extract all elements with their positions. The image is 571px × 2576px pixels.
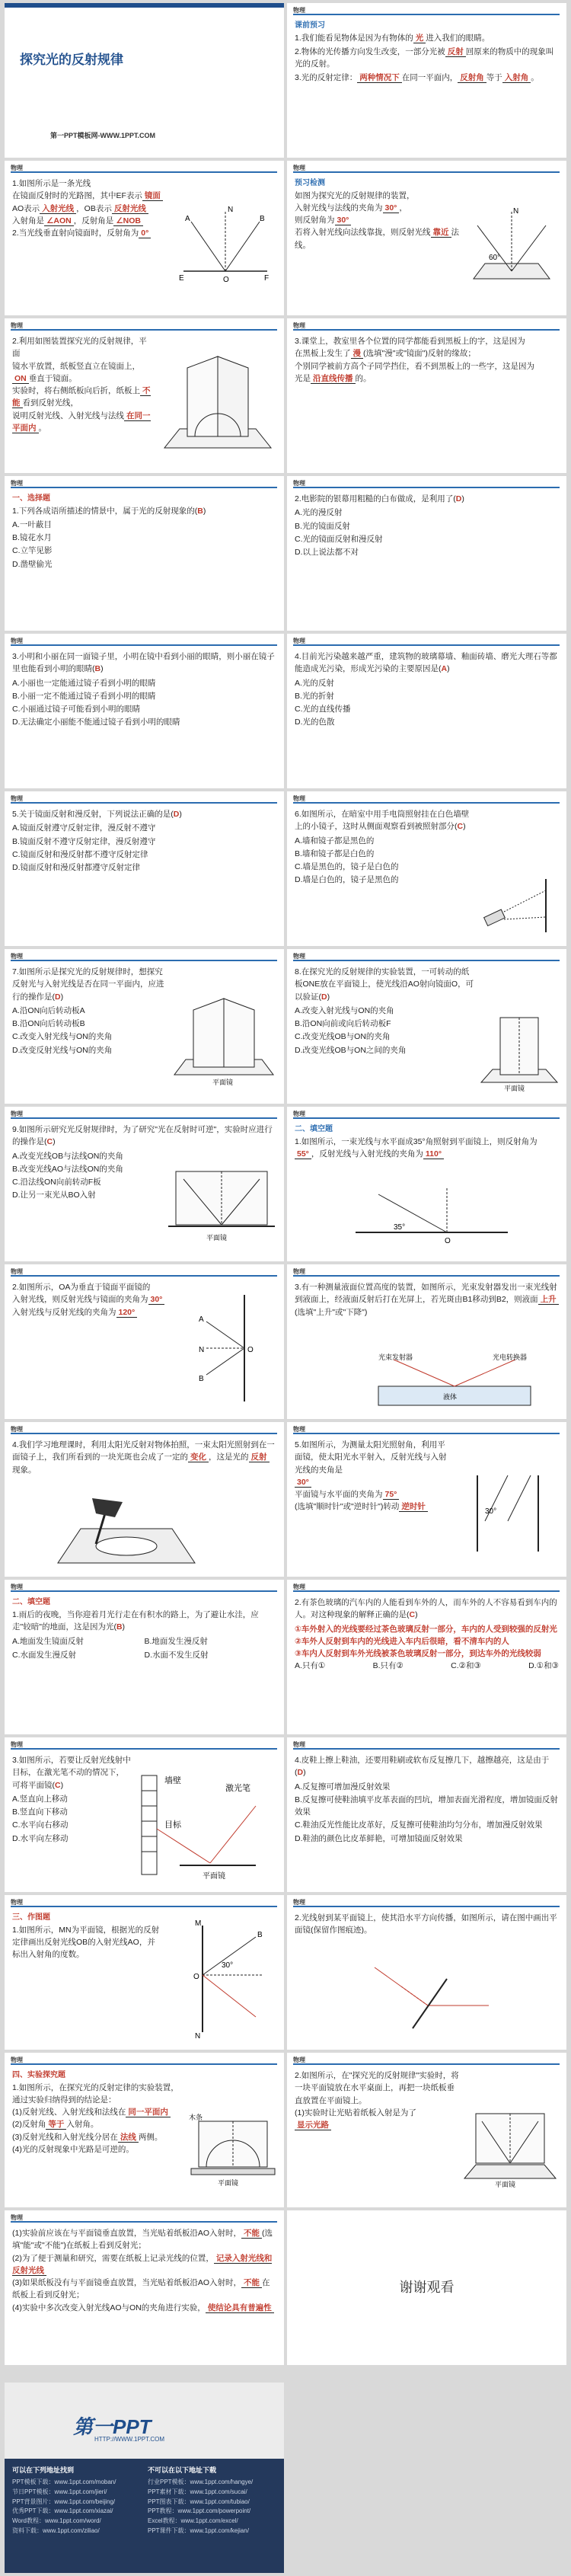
question: 2.有茶色玻璃的汽车内的人能看到车外的人，而车外的人不容易看到车内的人。对这种现象的解释正确的是(C) xyxy=(295,1598,557,1620)
label-b: B xyxy=(257,1931,263,1939)
section-label: 一、选择题 xyxy=(12,494,50,503)
option-d: D.改变光线OB与ON之间的夹角 xyxy=(295,1045,407,1055)
option-b: B.反复擦可使鞋油填平皮革表面的凹坑，增加表面光滑程度，增加镜面反射效果 xyxy=(295,1795,558,1817)
slide-preview xyxy=(287,3,566,158)
slide-q3-blackboard xyxy=(287,318,566,473)
mirror-label: 平面镜 xyxy=(495,2181,516,2188)
slide-fill-6 xyxy=(5,1580,284,1734)
target-label: 目标 xyxy=(164,1820,181,1830)
option-b: B.镜花水月 xyxy=(12,533,52,543)
slide-watermark: 物理 xyxy=(293,795,305,802)
slide-watermark: 物理 xyxy=(11,1426,23,1433)
text-line: 入射角是 ∠AON ，反射角是 ∠NOB xyxy=(12,215,170,227)
mirror-label: 平面镜 xyxy=(203,1872,225,1881)
text-line: 平面镜与水平面的夹角为 75° xyxy=(295,1488,452,1501)
text-line: 1.我们能看见物体是因为有物体的 光 进入我们的眼睛。 xyxy=(295,33,490,43)
option-d: D.光的色散 xyxy=(295,718,335,727)
slide-grid xyxy=(5,3,566,2365)
text-line: 2.当光线垂直射向镜面时，反射角为 0° xyxy=(12,227,170,239)
question: 1.下列各成语所描述的情景中，属于光的反射现象的(B) xyxy=(12,506,206,516)
page-title: 探究光的反射规律 xyxy=(20,53,123,67)
footer-link[interactable]: PPT图表下载：www.1ppt.com/tubiao/ xyxy=(148,2498,250,2505)
label-o: O xyxy=(247,1346,254,1354)
slide-watermark: 物理 xyxy=(293,1741,305,1748)
text-line: 3.课堂上，教室里各个位置的同学都能看到黑板上的字，这是因为 xyxy=(295,337,525,346)
slide-choice-3 xyxy=(5,634,284,788)
option-d: D.以上说法都不对 xyxy=(295,548,359,558)
option-d: D.鞋油的颜色比皮革鲜艳，可增加镜面反射效果 xyxy=(295,1833,463,1843)
angle-35-diagram xyxy=(348,1179,515,1248)
text-line: (4)实验中多次改变入射光线AO与ON的夹角进行实验， 使结论具有普遍性 xyxy=(12,2302,276,2314)
text-line: 3.光的反射定律： 两种情况下 在同一平面内， 反射角 等于 入射角 。 xyxy=(295,73,539,83)
slide-watermark: 物理 xyxy=(11,322,23,329)
label-n: N xyxy=(513,207,519,216)
label-b: B xyxy=(199,1375,204,1383)
question: 2.电影院的银幕用粗糙的白布做成，是利用了(D) xyxy=(295,494,464,503)
angle-label: 30° xyxy=(222,1961,234,1970)
option-b: B.改变光线AO与法线ON的夹角 xyxy=(12,1164,123,1174)
option-d: D.水面不发生反射 xyxy=(144,1651,209,1660)
option-c: C.沿法线ON向前转动F板 xyxy=(12,1178,101,1187)
text-line: 在黑板上发生了 漫 (选填"漫"或"镜面")反射的缘故； xyxy=(295,349,476,359)
option-b: B.镜面反射不遵守反射定律，漫反射遵守 xyxy=(12,836,156,846)
slide-choice-1 xyxy=(5,476,284,631)
question: 9.如图所示研究光反射规律时，为了研究"光在反射时可逆"，实验时应进行的操作是(C) xyxy=(12,1125,273,1147)
option-c: C.墙是黑色的，镜子是白色的 xyxy=(295,862,399,872)
label-n: N xyxy=(228,206,234,214)
slide-experiment-2 xyxy=(287,2053,566,2207)
option-a: A.改变入射光线与ON的夹角 xyxy=(295,1005,394,1015)
option-b: B.竖直向下移动 xyxy=(12,1807,68,1817)
option-c: C.小丽通过镜子可能看到小明的眼睛 xyxy=(12,705,140,714)
question: 1.如图所示，在探究光的反射定律的实验装置，通过实验归纳得到的结论是： xyxy=(12,2082,179,2105)
statement-3: ③车内人反射到车外光线被茶色玻璃反射一部分，到达车外的光线较弱 xyxy=(295,1649,541,1659)
section-label: 四、实验探究题 xyxy=(12,2071,65,2079)
beam-label: 光束发射器 xyxy=(378,1354,413,1361)
text-line: (1)反射光线、入射光线和法线在 同一平面内 xyxy=(12,2106,185,2118)
slide-watermark: 物理 xyxy=(11,1584,23,1590)
link-panel xyxy=(5,2459,284,2573)
desk-lamp-diagram xyxy=(50,1487,203,1571)
apparatus-diagram xyxy=(157,341,279,463)
question: 6.如图所示，在暗室中用手电筒照射挂在白色墙壁上的小镜子，这时从侧面观察看到被照射部分(C) xyxy=(295,810,470,832)
slide-draw-2 xyxy=(287,1895,566,2050)
text-line: 实验时，将右侧纸板向后折，纸板上 不能 看到反射光线， xyxy=(12,386,151,408)
brand-url[interactable]: HTTP://WWW.1PPT.COM xyxy=(94,2436,164,2443)
option-b: B.沿ON向后转动板B xyxy=(12,1019,85,1029)
text-line: 2.利用如图装置探究光的反射规律，平面 xyxy=(12,337,147,359)
question: 1.如图所示，MN为平面镜，根据光的反射定律画出反射光线OB的入射光线AO，并标出入射角的度数。 xyxy=(12,1925,160,1960)
text-line: (4)光的反射现象中光路是可逆的。 xyxy=(12,2144,134,2154)
slide-watermark: 物理 xyxy=(11,480,23,487)
option-c: C.水平向右移动 xyxy=(12,1820,69,1830)
slide-watermark: 物理 xyxy=(293,165,305,171)
label-a: A xyxy=(185,215,190,223)
reversible-diagram xyxy=(168,1164,275,1248)
option-b: B.光的折射 xyxy=(295,691,334,701)
thanks-text: 谢谢观看 xyxy=(399,2279,455,2295)
slide-watermark: 物理 xyxy=(11,1268,23,1275)
footer-link[interactable]: Word教程：www.1ppt.com/word/ xyxy=(12,2517,101,2525)
link-column-2 xyxy=(148,2465,277,2536)
text-line: 入射光线，则反射光线与镜面的夹角为 30° xyxy=(12,1293,170,1306)
label-f: F xyxy=(264,274,270,283)
mirror-label: 平面镜 xyxy=(206,1234,228,1242)
option-a: A.地面发生镜面反射 xyxy=(12,1637,84,1647)
footer-link[interactable]: Excel教程：www.1ppt.com/excel/ xyxy=(148,2517,238,2525)
slide-fill-4 xyxy=(5,1422,284,1577)
option-d: D.改变反射光线与ON的夹角 xyxy=(12,1045,113,1055)
slide-watermark: 物理 xyxy=(11,1741,23,1748)
label-e: E xyxy=(179,274,184,283)
slide-choice-9 xyxy=(5,1107,284,1261)
liquid-level-diagram xyxy=(363,1352,546,1413)
text-line: 镜水平放置，纸板竖直立在镜面上，ON 垂直于镜面。 xyxy=(12,361,140,383)
vertical-mirror-diagram xyxy=(191,1291,267,1405)
slide-watermark: 物理 xyxy=(293,1584,305,1590)
label-n: N xyxy=(199,1346,205,1354)
slide-experiment-3 xyxy=(5,2210,284,2365)
section-label: 二、填空题 xyxy=(295,1125,333,1133)
laser-label: 激光笔 xyxy=(225,1784,250,1793)
text-line: 在镜面反射时的光路图，其中EF表示 镜面 xyxy=(12,190,170,202)
option-c: C.改变入射光线与ON的夹角 xyxy=(12,1032,113,1042)
question: 4.目前光污染越来越严重，建筑物的玻璃幕墙、釉面砖墙、磨光大理石等都能造成光污染，形成光污染的主要原因是(A) xyxy=(295,652,557,674)
slide-watermark: 物理 xyxy=(11,1111,23,1117)
slide-watermark: 物理 xyxy=(293,480,305,487)
mirror-label: 平面镜 xyxy=(212,1079,234,1086)
brand-logo: 第一PPT xyxy=(73,2415,152,2438)
footer-link[interactable]: 优秀PPT下载：www.1ppt.com/xiazai/ xyxy=(12,2507,113,2515)
option-c: C.光的直线传播 xyxy=(295,705,351,714)
slide-watermark: 物理 xyxy=(11,2214,23,2221)
slide-watermark: 物理 xyxy=(293,1426,305,1433)
sun-angle-diagram xyxy=(455,1460,561,1559)
statement-1: ①车外射入的光线要经过茶色玻璃反射一部分，车内的人受到较强的反射光 xyxy=(295,1624,557,1634)
mirror-label: 平面镜 xyxy=(504,1085,525,1092)
slide-fill-9 xyxy=(287,1737,566,1892)
option-a: A.改变光线OB与法线ON的夹角 xyxy=(12,1151,123,1161)
slide-fill-2 xyxy=(5,1264,284,1419)
slide-experiment-1 xyxy=(5,2053,284,2207)
board-diagram-2 xyxy=(477,1010,561,1094)
question: 8.在探究光的反射规律的实验装置，一可转动的纸板ONE放在平面镜上，使光线沿AO射向镜面O，可以验证(D) xyxy=(295,967,474,1002)
slide-watermark: 物理 xyxy=(293,1111,305,1117)
slide-fill-1 xyxy=(287,1107,566,1261)
question: 1.雨后的夜晚，当你迎着月光行走在有积水的路上，为了避让水洼，应走"较暗"的地面，这是因为光(B) xyxy=(12,1609,259,1632)
question: 3.如图所示，若要让反射光线射中目标，在激光笔不动的情况下，可将平面镜(C) xyxy=(12,1756,131,1790)
link-column-title: 可以在下列地址找到 xyxy=(12,2466,75,2474)
label-n: N xyxy=(195,2032,201,2040)
angle-diagram xyxy=(466,203,557,294)
angle-label: 60° xyxy=(489,254,501,262)
option-d: D.镜面反射和漫反射都遵守反射定律 xyxy=(12,863,140,873)
text-line: (2)反射角 等于 入射角。 xyxy=(12,2120,99,2130)
option-c: C.立竿见影 xyxy=(12,546,53,556)
slide-watermark: 物理 xyxy=(11,2057,23,2063)
footer-link[interactable]: 资料下载：www.1ppt.com/ziliao/ xyxy=(12,2526,100,2534)
text-line: 个别同学被前方高个子同学挡住，看不到黑板上的一些字，这是因为 xyxy=(295,361,534,371)
draw-diagram-1 xyxy=(180,1918,271,2040)
text-line: 30° xyxy=(295,1476,452,1488)
footer-link[interactable]: PPT模板下载：www.1ppt.com/moban/ xyxy=(12,2479,116,2485)
option-d: D.无法确定小丽能不能通过镜子看到小明的眼睛 xyxy=(12,718,180,727)
slide-choice-2 xyxy=(287,476,566,631)
slide-q2-apparatus xyxy=(5,318,284,473)
option-d: D.让另一束光从BO入射 xyxy=(12,1191,96,1200)
label-o: O xyxy=(223,276,229,284)
slide-watermark: 物理 xyxy=(293,322,305,329)
text-line: 2.物体的光传播方向发生改变，一部分光被 反射 回原来的物质中的现象叫光的反射。 xyxy=(295,46,554,69)
slide-watermark: 物理 xyxy=(293,7,305,14)
slide-q-reflection-diagram xyxy=(5,161,284,315)
option-c: C.改变光线OB与ON的夹角 xyxy=(295,1032,391,1042)
option-b: B.小丽一定不能通过镜子看到小明的眼睛 xyxy=(12,691,156,701)
footer-link[interactable]: PPT背景图片：www.1ppt.com/beijing/ xyxy=(12,2498,116,2505)
slide-watermark: 物理 xyxy=(11,953,23,960)
answer: 显示光路 xyxy=(295,2121,331,2130)
option-a: A.墙和镜子都是黑色的 xyxy=(295,836,375,845)
option-b: B.只有② xyxy=(372,1661,404,1671)
option-c: C.②和③ xyxy=(451,1661,481,1671)
section-label: 课前预习 xyxy=(295,21,325,30)
thanks-slide xyxy=(287,2210,566,2365)
question: 2.如图所示，在"探究光的反射规律"实验时，将一块平面镜放在水平桌面上，再把一块纸板垂直放置在平面镜上。 xyxy=(295,2071,459,2105)
slide-watermark: 物理 xyxy=(293,2057,305,2063)
question: 2.如图所示，OA为垂直于镜面平面镜的 xyxy=(12,1283,151,1292)
option-c: C.镜面反射和漫反射都不遵守反射定律 xyxy=(12,849,148,859)
flashlight-diagram xyxy=(477,875,561,936)
option-d: D.①和③ xyxy=(528,1661,559,1671)
liquid-label: 液体 xyxy=(443,1393,458,1401)
option-b: B.光的镜面反射 xyxy=(295,521,350,531)
option-a: A.一叶蔽目 xyxy=(12,519,52,529)
screen-label: 光电转换器 xyxy=(493,1354,528,1361)
title-subtitle: 第一PPT模板网-WWW.1PPT.COM xyxy=(50,132,155,139)
option-c: C.光的镜面反射和漫反射 xyxy=(295,534,383,544)
text-line: (3)反射光线和入射光线分居在 法线 两侧。 xyxy=(12,2132,163,2142)
wood-label: 木条 xyxy=(189,2114,203,2121)
question: 3.有一种测量液面位置高度的装置，如图所示，光束发射器发出一束光线射到液面上，经液面反射后打在光屏上，若光斑由B1移动到B2，则液面 上升(选填"上升"或"下降") xyxy=(295,1283,557,1317)
option-d: D.水平向左移动 xyxy=(12,1833,69,1843)
text-line: AO表示 入射光线 ，OB表示 反射光线 xyxy=(12,203,170,215)
slide-watermark: 物理 xyxy=(11,1899,23,1906)
question: 4.皮鞋上擦上鞋油，还要用鞋刷或软布反复擦几下，越擦越亮，这是由于(D) xyxy=(295,1756,550,1778)
text-line: 入射光线与反射光线的夹角为 120° xyxy=(12,1306,170,1318)
option-a: A.沿ON向后转动板A xyxy=(12,1005,85,1015)
section-label: 二、填空题 xyxy=(12,1598,50,1606)
angle-label: 35° xyxy=(394,1223,406,1232)
link-column-1 xyxy=(12,2465,142,2536)
question: 5.如图所示，为测量太阳光照射角，利用平面镜，使太阳光水平射入，反射光线与入射光线的夹角是 xyxy=(295,1440,447,1475)
board-diagram xyxy=(171,987,277,1086)
slide-watermark: 物理 xyxy=(293,953,305,960)
option-a: A.光的漫反射 xyxy=(295,508,343,518)
text-line: (1)实验时让光贴着纸板入射是为了 xyxy=(295,2108,416,2117)
statement-2: ②车外人反射到车内的光线进入车内后很暗，看不清车内的人 xyxy=(295,1636,509,1646)
slide-watermark: 物理 xyxy=(11,638,23,644)
question: 5.关于镜面反射和漫反射，下列说法正确的是(D) xyxy=(12,810,182,819)
footer-link[interactable]: PPT课件下载：www.1ppt.com/kejian/ xyxy=(148,2526,249,2534)
slide-choice-5 xyxy=(5,791,284,946)
section-label: 预习检测 xyxy=(295,179,325,187)
slide-fill-3 xyxy=(287,1264,566,1419)
slide-fill-7 xyxy=(287,1580,566,1734)
option-a: A.只有① xyxy=(295,1661,326,1671)
text-line: 说明反射光线、入射光线与法线 在同一平面内 。 xyxy=(12,411,151,433)
option-b: B.地面发生漫反射 xyxy=(144,1637,208,1647)
wall-label: 墙壁 xyxy=(164,1776,181,1785)
slide-watermark: 物理 xyxy=(293,1268,305,1275)
option-a: A.小丽也一定能通过镜子看到小明的眼睛 xyxy=(12,678,156,688)
draw-diagram-2 xyxy=(359,1960,496,2036)
text-line: 若将入射光线向法线靠拢，则反射光线 靠近 法线。 xyxy=(295,228,459,250)
option-b: B.墙和镜子都是白色的 xyxy=(295,849,375,858)
text-line: 如图为探究光的反射规律的装置， xyxy=(295,190,415,200)
text-line: 则反射角为 30° xyxy=(295,214,460,226)
experiment-diagram-2 xyxy=(461,2106,560,2190)
slide-watermark: 物理 xyxy=(293,1899,305,1906)
option-d: D.凿壁偷光 xyxy=(12,559,53,569)
text-line: 入射光线与法线的夹角为 30° ， xyxy=(295,203,407,213)
footer-link[interactable]: 节日PPT模板：www.1ppt.com/jieri/ xyxy=(12,2488,107,2495)
laser-wall-diagram xyxy=(134,1768,279,1882)
title-top-bar xyxy=(5,3,284,8)
slide-choice-8 xyxy=(287,949,566,1104)
label-a: A xyxy=(199,1315,204,1324)
slide-watermark: 物理 xyxy=(11,795,23,802)
slide-preview-check xyxy=(287,161,566,315)
slide-choice-4 xyxy=(287,634,566,788)
option-c: C.水面发生漫反射 xyxy=(12,1651,76,1660)
text-line: (选填"顺时针"或"逆时针")转动 逆时针 xyxy=(295,1501,452,1513)
option-a: A.光的反射 xyxy=(295,678,334,688)
text-line: (1)实验前应该在与平面镜垂直放置，当光贴着纸板沿AO入射时， 不能 (选填"能"或"不能")在纸板上看到反射光； xyxy=(12,2229,273,2251)
text-line: (3)如果纸板没有与平面镜垂直放置，当光贴着纸板沿AO入射时， 不能 在纸板上看到反射光； xyxy=(12,2278,270,2300)
text-line: 光是 沿直线传播 的。 xyxy=(295,373,372,383)
slide-fill-5 xyxy=(287,1422,566,1577)
slide-choice-6 xyxy=(287,791,566,946)
reflection-diagram xyxy=(176,203,275,286)
question: 4.我们学习地理课时，利用太阳光反射对物体拍照，一束太阳光照射到在一面镜子上，我们所看到的一块光斑也会成了一定的 变化 ，这是光的 反射现象。 xyxy=(12,1440,275,1475)
question: 2.光线射到某平面镜上，使其沿水平方向传播，如图所示，请在图中画出平面镜(保留作图痕迹)。 xyxy=(295,1913,557,1935)
slide-watermark: 物理 xyxy=(11,165,23,171)
label-m: M xyxy=(195,1919,202,1928)
question: 1.如图所示，一束光线与水平面成35°角照射到平面镜上，则反射角为55° ，反射光线与入射光线的夹角为 110° xyxy=(295,1136,538,1159)
angle-label: 30° xyxy=(485,1507,497,1516)
text-line: 1.如图所示是一条光线 xyxy=(12,179,91,188)
slide-watermark: 物理 xyxy=(293,638,305,644)
option-a: A.反复擦可增加漫反射效果 xyxy=(295,1782,391,1791)
option-a: A.竖直向上移动 xyxy=(12,1794,68,1804)
question: 7.如图所示是探究光的反射规律时，想探究反射光与入射光线是否在同一平面内，应进行的操作是(D) xyxy=(12,967,164,1002)
experiment-diagram xyxy=(187,2114,279,2190)
option-c: C.鞋油反光性能比皮革好，反复擦可使鞋油均匀分布，增加漫反射效果 xyxy=(295,1820,543,1830)
option-b: B.沿ON向前或向后转动板F xyxy=(295,1019,391,1029)
footer-link[interactable]: PPT教程：www.1ppt.com/powerpoint/ xyxy=(148,2507,251,2515)
link-column-title: 不可以在以下地址下载 xyxy=(148,2466,217,2474)
footer-link[interactable]: PPT素材下载：www.1ppt.com/sucai/ xyxy=(148,2488,247,2495)
label-o: O xyxy=(193,1973,199,1981)
option-d: D.墙是白色的，镜子是黑色的 xyxy=(295,875,399,885)
mirror-label: 平面镜 xyxy=(218,2179,239,2187)
label-o: O xyxy=(445,1237,451,1245)
label-b: B xyxy=(260,215,265,223)
slide-choice-7 xyxy=(5,949,284,1104)
question: 3.小明和小丽在同一面镜子里，小明在镜中看到小丽的眼睛，则小丽在镜子里也能看到小明的眼睛(B) xyxy=(12,652,275,674)
footer-link[interactable]: 行业PPT模板：www.1ppt.com/hangye/ xyxy=(148,2479,254,2485)
slide-fill-8 xyxy=(5,1737,284,1892)
option-a: A.镜面反射遵守反射定律，漫反射不遵守 xyxy=(12,823,156,833)
title-slide xyxy=(5,3,284,158)
section-label: 三、作图题 xyxy=(12,1913,50,1922)
brand-footer xyxy=(5,2383,284,2573)
slide-draw-1 xyxy=(5,1895,284,2050)
text-line: (2)为了便于测量和研究，需要在纸板上记录光线的位置， 记录入射光线和反射光线 xyxy=(12,2253,273,2275)
